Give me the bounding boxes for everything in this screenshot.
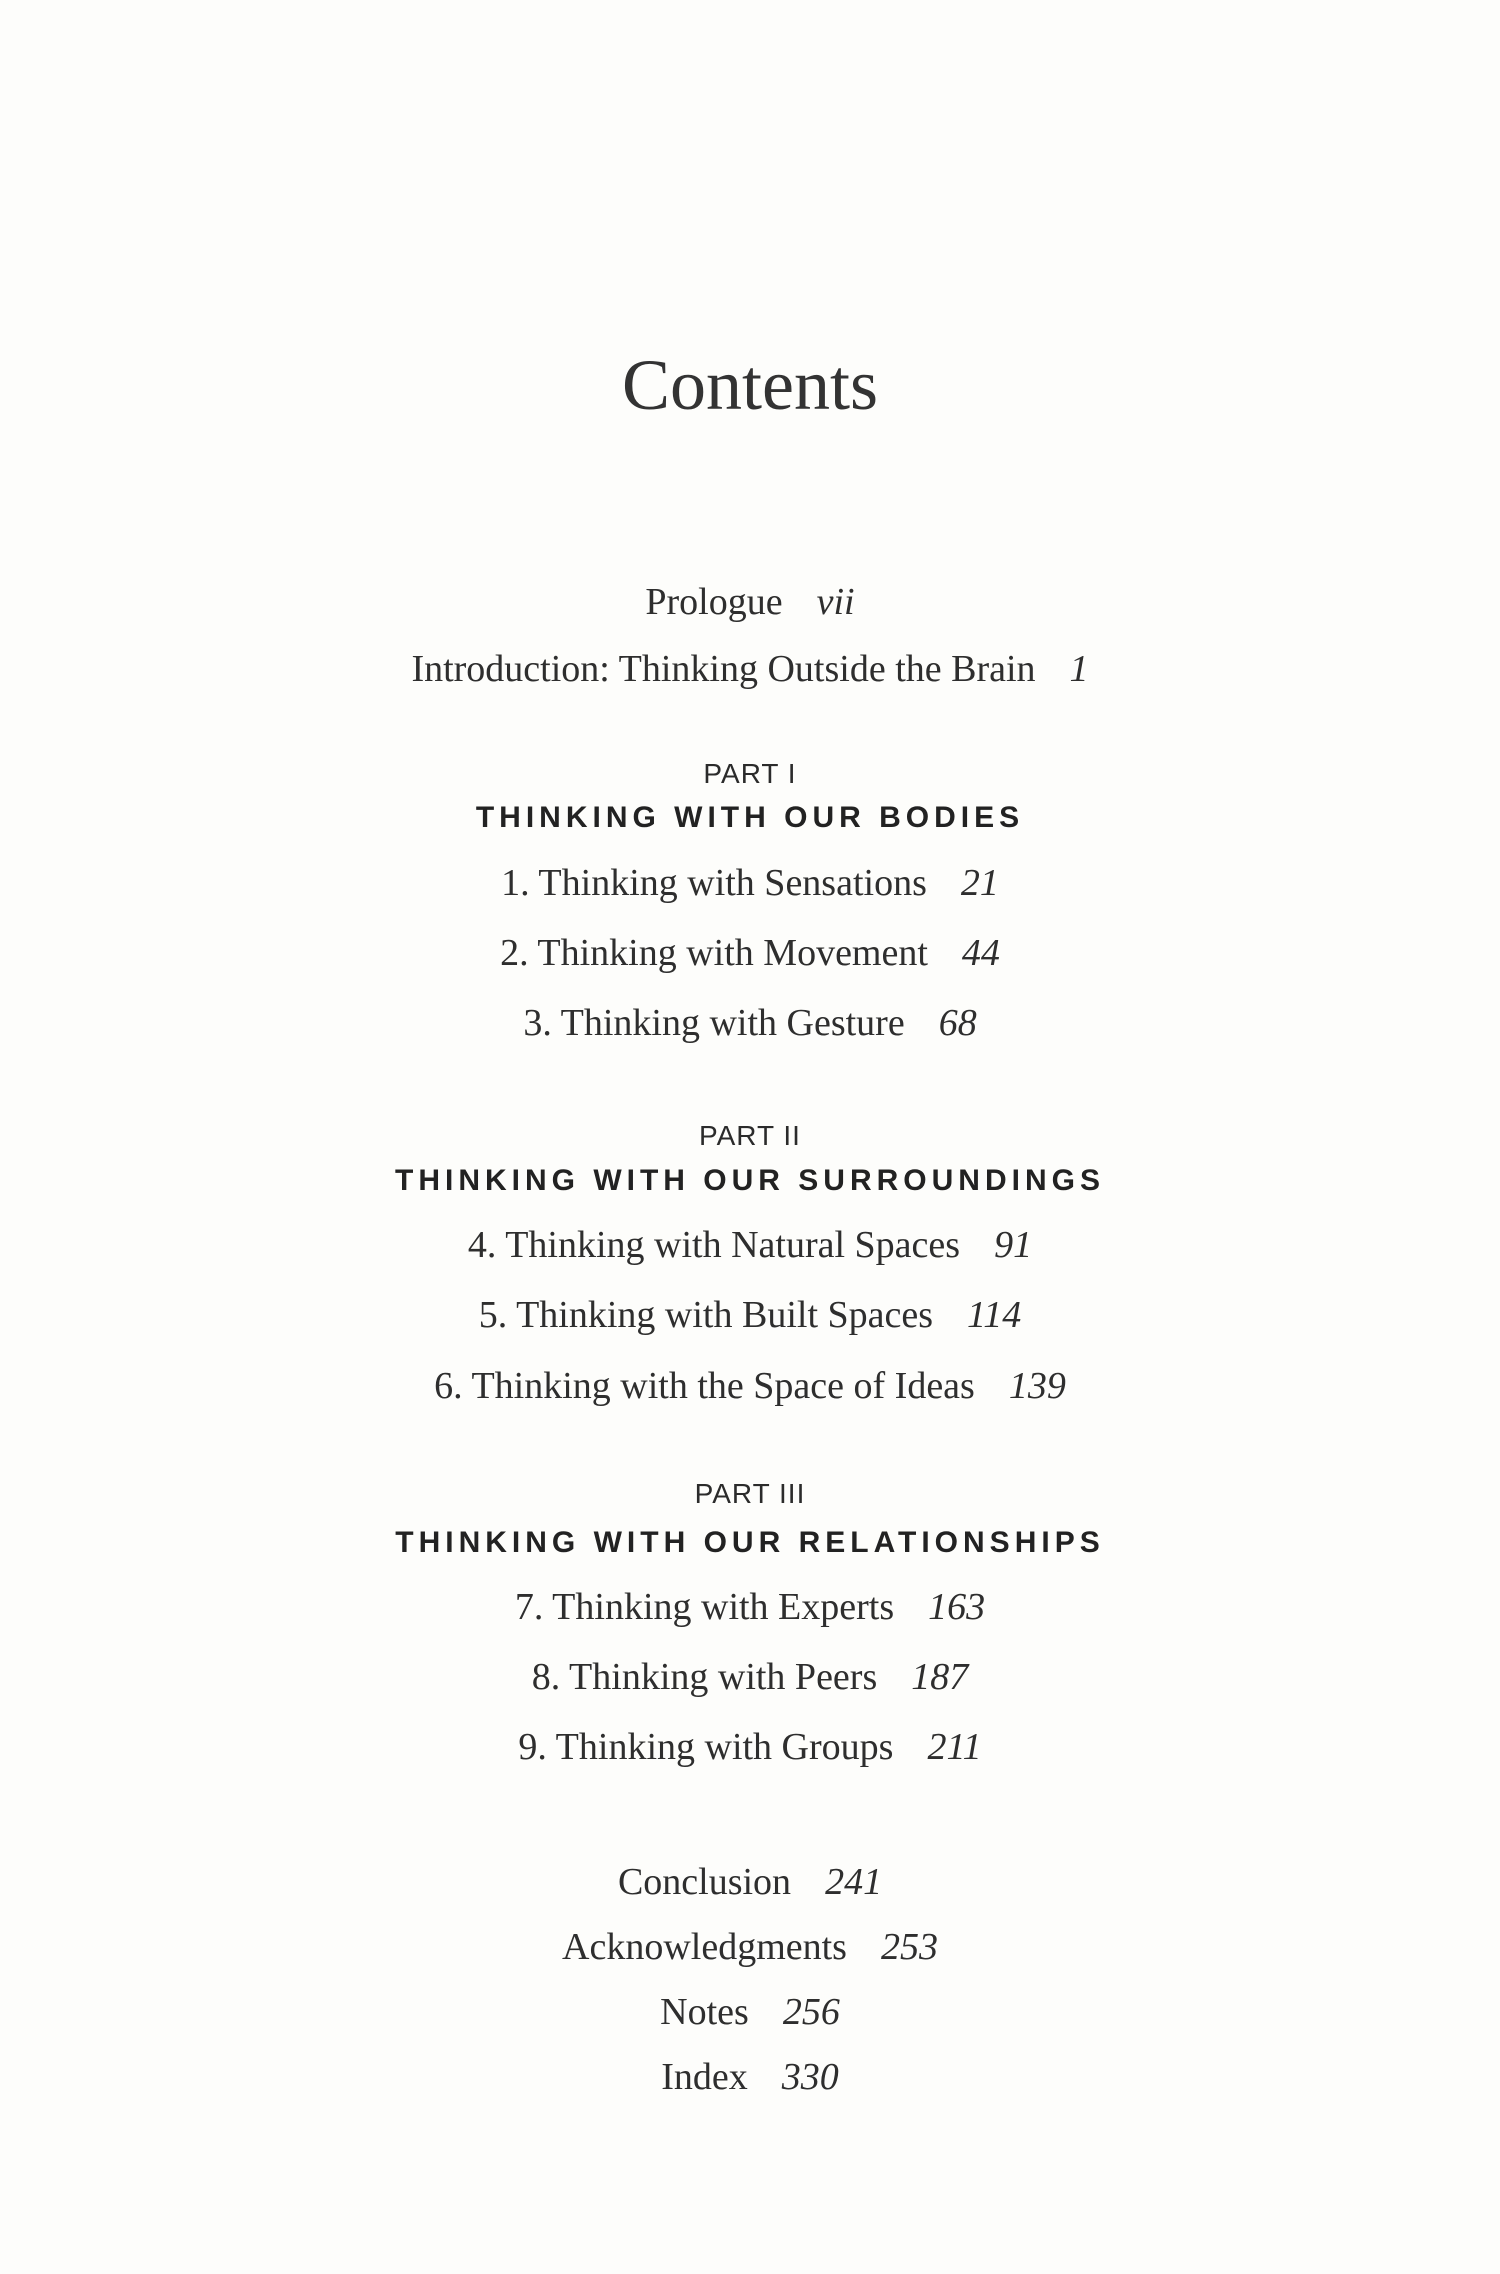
entry-page-number: 114	[967, 1294, 1022, 1336]
entry-label: Acknowledgments	[562, 1926, 847, 1968]
toc-entry-chapter-3	[0, 998, 1500, 1048]
entry-label: 3. Thinking with Gesture	[523, 1002, 905, 1044]
part-label: PART III	[694, 1478, 806, 1509]
toc-entry-notes	[0, 1987, 1500, 2037]
part-title: THINKING WITH OUR SURROUNDINGS	[395, 1164, 1105, 1197]
toc-entry-chapter-8	[0, 1652, 1500, 1702]
entry-label: 4. Thinking with Natural Spaces	[467, 1224, 961, 1266]
entry-page-number: 44	[961, 932, 1000, 974]
part-title: THINKING WITH OUR RELATIONSHIPS	[395, 1526, 1105, 1559]
toc-entry-index	[0, 2052, 1500, 2102]
entry-label: 1. Thinking with Sensations	[501, 862, 927, 904]
entry-label: Index	[661, 2056, 748, 2098]
entry-page-number: 330	[781, 2056, 839, 2098]
entry-label: 2. Thinking with Movement	[500, 932, 928, 974]
entry-page-number: vii	[816, 581, 855, 623]
toc-entry-acknowledgments	[0, 1922, 1500, 1972]
part-label: PART II	[699, 1120, 801, 1151]
toc-entry-chapter-9	[0, 1722, 1500, 1772]
entry-page-number: 68	[938, 1002, 977, 1044]
toc-entry-chapter-4	[0, 1220, 1500, 1270]
entry-page-number: 91	[994, 1224, 1033, 1266]
page-title: Contents	[621, 345, 878, 425]
entry-label: Notes	[660, 1991, 749, 2033]
entry-page-number: 139	[1008, 1365, 1066, 1407]
toc-entry-chapter-6	[0, 1361, 1500, 1411]
entry-label: 7. Thinking with Experts	[514, 1586, 895, 1628]
entry-page-number: 256	[782, 1991, 840, 2033]
toc-entry-chapter-7	[0, 1582, 1500, 1632]
entry-page-number: 21	[960, 862, 999, 904]
entry-label: 8. Thinking with Peers	[531, 1656, 878, 1698]
entry-label: 5. Thinking with Built Spaces	[478, 1294, 934, 1336]
toc-entry-conclusion	[0, 1857, 1500, 1907]
entry-label: 6. Thinking with the Space of Ideas	[434, 1365, 975, 1407]
entry-page-number: 1	[1069, 648, 1089, 690]
toc-entry-prologue	[0, 577, 1500, 627]
entry-page-number: 187	[911, 1656, 969, 1698]
entry-page-number: 253	[880, 1926, 938, 1968]
part-title: THINKING WITH OUR BODIES	[475, 801, 1025, 834]
entry-page-number: 163	[928, 1586, 986, 1628]
entry-page-number: 241	[825, 1861, 883, 1903]
toc-entry-chapter-1	[0, 858, 1500, 908]
toc-entry-introduction	[0, 644, 1500, 694]
toc-entry-chapter-5	[0, 1290, 1500, 1340]
entry-label: Introduction: Thinking Outside the Brain	[411, 648, 1036, 690]
part-label: PART I	[703, 758, 797, 789]
entry-label: 9. Thinking with Groups	[518, 1726, 894, 1768]
entry-page-number: 211	[927, 1726, 982, 1768]
toc-entry-chapter-2	[0, 928, 1500, 978]
entry-label: Conclusion	[617, 1861, 792, 1903]
entry-label: Prologue	[645, 581, 783, 623]
